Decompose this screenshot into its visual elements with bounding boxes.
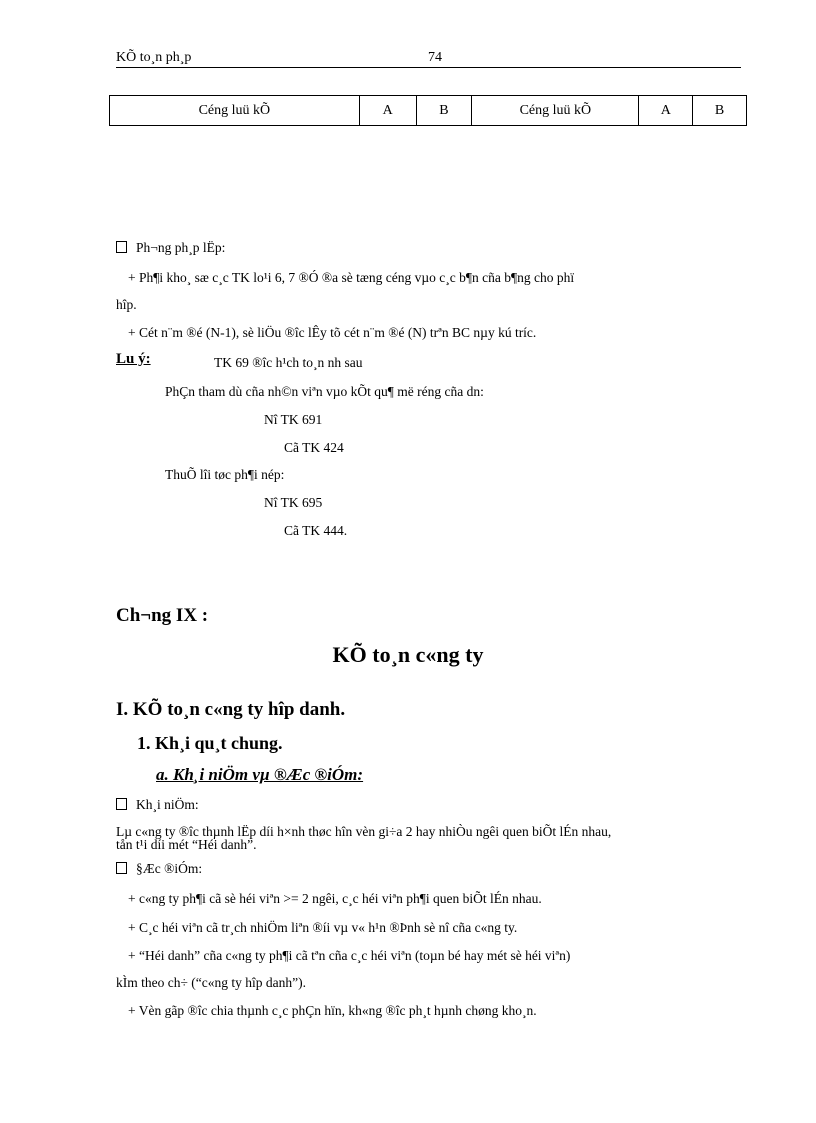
feature-bullet-3: + “Héi danh” cña c«ng ty ph¶i cã tªn cña c¸c héi viªn (toµn bé hay mét sè héi viªn) bbox=[128, 948, 571, 963]
concept-paragraph: Lµ c«ng ty ®îc thµnh lËp díi h×nh thøc hîn vèn gi÷a 2 hay nhiÒu ngêi quen biÕt lÉn nhau, tån t¹i díi mét “Héi danh”. bbox=[116, 824, 612, 852]
table-cell: Céng luü kÕ bbox=[110, 96, 360, 126]
feature-bullet-4: + Vèn gãp ®îc chia thµnh c¸c phÇn hïn, kh«ng ®îc ph¸t hµnh chøng kho¸n. bbox=[128, 1003, 537, 1018]
table-cell: A bbox=[359, 96, 416, 126]
method-bullet-1: + Ph¶i kho¸ sæ c¸c TK lo¹i 6, 7 ®Ó ®a sè tæng céng vµo c¸c b¶n cña b¶ng cho phï bbox=[128, 270, 575, 285]
header-rule bbox=[116, 67, 741, 68]
table-cell: A bbox=[639, 96, 693, 126]
subsection-heading: 1. Kh¸i qu¸t chung. bbox=[137, 733, 283, 753]
method-bullet-2: + Cét n¨m ®é (N-1), sè liÖu ®îc lÊy tõ cét n¨m ®é (N) trªn BC nµy kú tríc. bbox=[128, 325, 537, 340]
note-part-2-debit: Nî TK 695 bbox=[264, 495, 323, 510]
note-part-1: PhÇn tham dù cña nh©n viªn vµo kÕt qu¶ më réng cña dn: bbox=[165, 384, 484, 399]
chapter-title: KÕ to¸n c«ng ty bbox=[332, 642, 484, 667]
feature-bullet-2: + C¸c héi viªn cã tr¸ch nhiÖm liªn ®íi vµ v« h¹n ®Þnh sè nî cña c«ng ty. bbox=[128, 920, 518, 935]
feature-bullet-3-cont: kÌm theo ch÷ (“c«ng ty hîp danh”). bbox=[116, 975, 306, 990]
running-header: KÕ to¸n ph¸p bbox=[116, 50, 192, 65]
features-heading: §Æc ®iÓm: bbox=[116, 861, 202, 877]
note-part-1-debit: Nî TK 691 bbox=[264, 412, 323, 427]
note-part-1-credit: Cã TK 424 bbox=[284, 440, 344, 455]
note-part-2: ThuÕ lîi tøc ph¶i nép: bbox=[165, 467, 285, 482]
table-row bbox=[110, 96, 747, 126]
note-part-2-credit: Cã TK 444. bbox=[284, 523, 348, 538]
section-heading: I. KÕ to¸n c«ng ty hîp danh. bbox=[116, 699, 346, 720]
table-cell: B bbox=[693, 96, 747, 126]
checkbox-icon bbox=[116, 241, 127, 253]
method-bullet-1-cont: hîp. bbox=[116, 297, 137, 312]
table-cell: B bbox=[416, 96, 472, 126]
page-number: 74 bbox=[428, 50, 442, 65]
feature-bullet-1: + c«ng ty ph¶i cã sè héi viªn >= 2 ngêi, c¸c héi viªn ph¶i quen biÕt lÉn nhau. bbox=[128, 891, 542, 906]
checkbox-icon bbox=[116, 862, 127, 874]
checkbox-icon bbox=[116, 798, 127, 810]
chapter-label: Ch¬ng IX : bbox=[116, 605, 209, 626]
method-heading: Ph¬ng ph¸p lËp: bbox=[116, 240, 225, 256]
note-label: Lu ý: bbox=[116, 351, 151, 367]
table-cell: Céng luü kÕ bbox=[472, 96, 639, 126]
accumulated-table bbox=[109, 95, 747, 126]
concept-heading: Kh¸i niÖm: bbox=[116, 797, 199, 813]
note-text: TK 69 ®îc h¹ch to¸n nh sau bbox=[214, 355, 363, 370]
subsubsection-heading: a. Kh¸i niÖm vµ ®Æc ®iÓm: bbox=[156, 765, 364, 784]
